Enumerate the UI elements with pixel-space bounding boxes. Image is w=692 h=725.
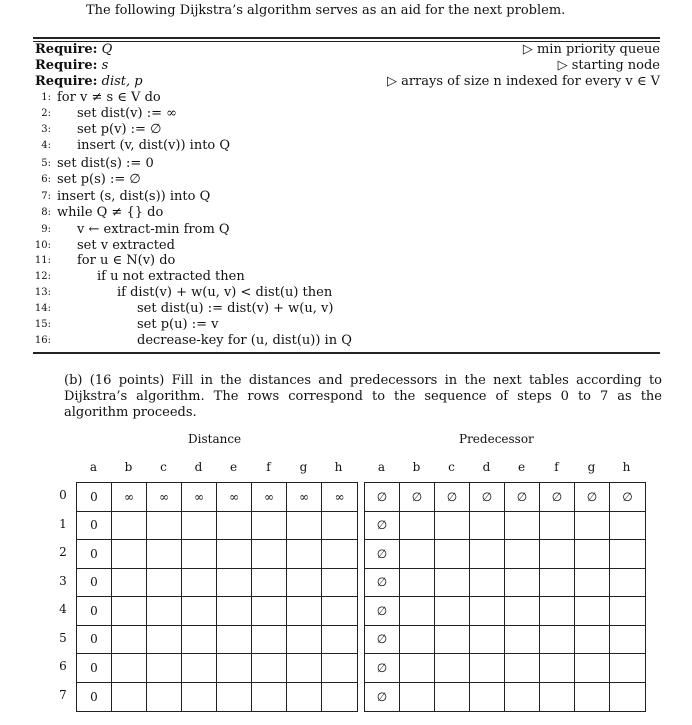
distance-cell[interactable] (147, 569, 182, 598)
predecessor-cell[interactable] (435, 597, 470, 626)
predecessor-cell[interactable]: ∅ (540, 483, 575, 512)
distance-cell[interactable] (322, 654, 357, 683)
line-number: 2: (41, 108, 51, 119)
distance-cell[interactable] (322, 626, 357, 655)
distance-cell[interactable] (252, 683, 287, 712)
row-number: 4 (59, 602, 67, 617)
distance-cell[interactable] (182, 569, 217, 598)
distance-cell[interactable] (112, 512, 147, 541)
distance-cell[interactable] (322, 540, 357, 569)
distance-cell[interactable] (182, 683, 217, 712)
predecessor-cell[interactable] (505, 540, 540, 569)
predecessor-cell[interactable] (505, 683, 540, 712)
predecessor-cell[interactable] (610, 597, 645, 626)
predecessor-cell[interactable] (400, 626, 435, 655)
distance-cell[interactable]: 0 (77, 654, 112, 683)
predecessor-cell[interactable] (610, 569, 645, 598)
distance-cell[interactable] (287, 683, 322, 712)
predecessor-cell[interactable] (470, 597, 505, 626)
distance-cell[interactable]: ∞ (287, 483, 322, 512)
require-comment: ▷ min priority queue (522, 42, 660, 57)
predecessor-cell[interactable] (435, 569, 470, 598)
predecessor-cell[interactable]: ∅ (505, 483, 540, 512)
line-number: 11: (34, 255, 51, 266)
distance-cell[interactable] (182, 626, 217, 655)
line-number: 15: (34, 319, 51, 330)
predecessor-cell[interactable] (470, 654, 505, 683)
distance-cell[interactable]: 0 (77, 683, 112, 712)
predecessor-cell[interactable] (400, 569, 435, 598)
line-number: 9: (41, 224, 51, 235)
distance-cell[interactable] (287, 597, 322, 626)
line-text: for u ∈ N(v) do (77, 253, 176, 268)
distance-cell[interactable] (217, 654, 252, 683)
require-comment: ▷ starting node (557, 58, 660, 73)
distance-cell[interactable]: ∞ (112, 483, 147, 512)
predecessor-cell[interactable] (505, 512, 540, 541)
predecessor-cell[interactable]: ∅ (365, 569, 400, 598)
predecessor-cell[interactable]: ∅ (365, 683, 400, 712)
predecessor-column-header: h (622, 460, 631, 474)
predecessor-column-header: b (412, 460, 421, 474)
line-number: 14: (34, 303, 51, 314)
row-number: 0 (59, 488, 67, 503)
distance-column-header: a (89, 460, 98, 474)
predecessor-cell[interactable] (575, 683, 610, 712)
distance-table (76, 482, 358, 712)
distance-cell[interactable] (112, 626, 147, 655)
line-text: set dist(v) := ∞ (77, 106, 177, 121)
distance-cell[interactable] (112, 597, 147, 626)
distance-cell[interactable] (322, 512, 357, 541)
distance-cell[interactable] (287, 654, 322, 683)
predecessor-cell[interactable] (540, 569, 575, 598)
distance-cell[interactable] (147, 597, 182, 626)
distance-cell[interactable]: ∞ (147, 483, 182, 512)
distance-cell[interactable] (182, 654, 217, 683)
intro-text: The following Dijkstra’s algorithm serves as an aid for the next problem. (86, 3, 566, 18)
predecessor-cell[interactable] (435, 654, 470, 683)
distance-column-header: b (124, 460, 133, 474)
line-number: 16: (34, 335, 51, 346)
predecessor-cell[interactable] (435, 512, 470, 541)
algorithm-bottom-rule (33, 352, 660, 354)
line-text: while Q ≠ {} do (57, 205, 164, 220)
distance-cell[interactable]: 0 (77, 569, 112, 598)
predecessor-cell[interactable] (470, 569, 505, 598)
line-number: 7: (41, 191, 51, 202)
line-number: 4: (41, 140, 51, 151)
line-text: set p(v) := ∅ (77, 122, 162, 137)
line-number: 13: (34, 287, 51, 298)
predecessor-cell[interactable]: ∅ (365, 654, 400, 683)
require-left (35, 42, 112, 57)
predecessor-table (364, 482, 646, 712)
line-text: v ← extract-min from Q (77, 222, 230, 237)
predecessor-cell[interactable] (610, 654, 645, 683)
predecessor-cell[interactable] (400, 597, 435, 626)
distance-cell[interactable] (112, 540, 147, 569)
predecessor-cell[interactable] (400, 683, 435, 712)
require-variable: Q (101, 42, 113, 57)
distance-cell[interactable] (252, 626, 287, 655)
distance-cell[interactable] (182, 512, 217, 541)
predecessor-cell[interactable] (400, 512, 435, 541)
predecessor-column-header: d (482, 460, 491, 474)
line-number: 6: (41, 174, 51, 185)
line-text: set dist(s) := 0 (57, 156, 154, 171)
distance-cell[interactable] (287, 626, 322, 655)
line-number: 12: (34, 271, 51, 282)
require-left (35, 58, 108, 73)
predecessor-cell[interactable] (575, 540, 610, 569)
line-text: if u not extracted then (97, 269, 245, 284)
distance-cell[interactable] (217, 683, 252, 712)
distance-column-header: c (160, 460, 167, 474)
line-number: 3: (41, 124, 51, 135)
distance-cell[interactable] (322, 597, 357, 626)
predecessor-cell[interactable] (435, 540, 470, 569)
predecessor-cell[interactable] (505, 626, 540, 655)
predecessor-cell[interactable]: ∅ (400, 483, 435, 512)
distance-cell[interactable] (147, 512, 182, 541)
line-text: set dist(u) := dist(v) + w(u, v) (137, 301, 334, 316)
predecessor-cell[interactable] (400, 540, 435, 569)
distance-cell[interactable]: ∞ (217, 483, 252, 512)
distance-cell[interactable]: 0 (77, 512, 112, 541)
predecessor-cell[interactable]: ∅ (365, 597, 400, 626)
distance-cell[interactable] (217, 569, 252, 598)
algorithm-top-rule (33, 37, 660, 39)
distance-cell[interactable] (112, 654, 147, 683)
line-number: 1: (41, 92, 51, 103)
row-number: 2 (59, 545, 67, 560)
distance-cell[interactable] (112, 683, 147, 712)
predecessor-cell[interactable] (610, 512, 645, 541)
line-text: insert (s, dist(s)) into Q (57, 189, 211, 204)
distance-cell[interactable]: ∞ (322, 483, 357, 512)
predecessor-cell[interactable] (575, 512, 610, 541)
predecessor-cell[interactable] (540, 597, 575, 626)
predecessor-column-header: g (587, 460, 596, 474)
predecessor-cell[interactable] (505, 569, 540, 598)
predecessor-column-header: a (377, 460, 386, 474)
predecessor-cell[interactable] (400, 654, 435, 683)
distance-column-header: e (229, 460, 238, 474)
predecessor-column-header: f (554, 460, 559, 474)
predecessor-cell[interactable] (610, 683, 645, 712)
predecessor-cell[interactable] (505, 654, 540, 683)
line-number: 10: (34, 240, 51, 251)
require-left (35, 74, 143, 89)
distance-cell[interactable]: ∞ (252, 483, 287, 512)
distance-cell[interactable] (252, 597, 287, 626)
predecessor-column-header: c (448, 460, 455, 474)
distance-cell[interactable] (217, 626, 252, 655)
distance-cell[interactable] (217, 512, 252, 541)
predecessor-cell[interactable] (540, 540, 575, 569)
distance-cell[interactable] (147, 626, 182, 655)
line-text: if dist(v) + w(u, v) < dist(u) then (117, 285, 333, 300)
line-text: decrease-key for (u, dist(u)) in Q (137, 333, 352, 348)
row-number: 3 (59, 573, 67, 588)
line-text: for v ≠ s ∈ V do (57, 90, 161, 105)
predecessor-column-header: e (517, 460, 526, 474)
predecessor-cell[interactable] (470, 512, 505, 541)
require-line (33, 42, 660, 58)
predecessor-cell[interactable] (435, 626, 470, 655)
predecessor-cell[interactable] (540, 512, 575, 541)
row-number: 1 (59, 516, 67, 531)
require-line (33, 74, 660, 90)
predecessor-cell[interactable] (540, 654, 575, 683)
question-text: (b) (16 points) Fill in the distances and predecessors in the next tables according to Dijkstra’s algorithm. The rows correspond to the sequence of steps 0 to 7 as the algorithm proceeds. (64, 373, 662, 420)
distance-column-header: g (299, 460, 308, 474)
line-text: set p(u) := v (137, 317, 219, 332)
predecessor-cell[interactable] (610, 626, 645, 655)
predecessor-cell[interactable] (435, 683, 470, 712)
distance-cell[interactable] (147, 683, 182, 712)
predecessor-cell[interactable]: ∅ (365, 483, 400, 512)
require-variable: s (101, 58, 109, 73)
distance-cell[interactable] (147, 654, 182, 683)
distance-cell[interactable] (182, 597, 217, 626)
require-keyword: Require: (35, 58, 98, 73)
predecessor-table-title: Predecessor (459, 432, 534, 446)
distance-cell[interactable] (252, 569, 287, 598)
line-text: set p(s) := ∅ (57, 172, 141, 187)
distance-cell[interactable]: 0 (77, 483, 112, 512)
distance-cell[interactable] (287, 512, 322, 541)
distance-column-header: f (266, 460, 271, 474)
distance-cell[interactable] (252, 512, 287, 541)
predecessor-cell[interactable] (575, 654, 610, 683)
predecessor-cell[interactable] (575, 569, 610, 598)
predecessor-cell[interactable] (540, 683, 575, 712)
predecessor-cell[interactable]: ∅ (365, 540, 400, 569)
predecessor-cell[interactable]: ∅ (365, 626, 400, 655)
distance-cell[interactable] (147, 540, 182, 569)
predecessor-cell[interactable]: ∅ (610, 483, 645, 512)
predecessor-cell[interactable] (470, 540, 505, 569)
distance-cell[interactable] (287, 540, 322, 569)
predecessor-cell[interactable]: ∅ (435, 483, 470, 512)
predecessor-cell[interactable] (505, 597, 540, 626)
predecessor-cell[interactable] (575, 597, 610, 626)
distance-cell[interactable]: 0 (77, 626, 112, 655)
line-text: set v extracted (77, 238, 175, 253)
distance-cell[interactable] (322, 569, 357, 598)
distance-cell[interactable] (217, 597, 252, 626)
predecessor-cell[interactable] (470, 626, 505, 655)
predecessor-cell[interactable] (610, 540, 645, 569)
distance-cell[interactable]: 0 (77, 540, 112, 569)
row-number: 6 (59, 659, 67, 674)
require-variable: dist, p (101, 74, 143, 89)
line-number: 8: (41, 207, 51, 218)
predecessor-cell[interactable] (540, 626, 575, 655)
distance-column-header: d (194, 460, 203, 474)
distance-cell[interactable]: ∞ (182, 483, 217, 512)
distance-cell[interactable] (217, 540, 252, 569)
distance-cell[interactable] (252, 540, 287, 569)
require-line (33, 58, 660, 74)
require-keyword: Require: (35, 42, 98, 57)
predecessor-cell[interactable]: ∅ (470, 483, 505, 512)
distance-table-title: Distance (188, 432, 242, 446)
predecessor-cell[interactable]: ∅ (575, 483, 610, 512)
predecessor-cell[interactable]: ∅ (365, 512, 400, 541)
distance-column-header: h (334, 460, 343, 474)
distance-cell[interactable] (112, 569, 147, 598)
distance-cell[interactable] (322, 683, 357, 712)
line-number: 5: (41, 158, 51, 169)
require-keyword: Require: (35, 74, 98, 89)
distance-cell[interactable]: 0 (77, 597, 112, 626)
distance-cell[interactable] (287, 569, 322, 598)
line-text: insert (v, dist(v)) into Q (77, 138, 231, 153)
distance-cell[interactable] (252, 654, 287, 683)
predecessor-cell[interactable] (575, 626, 610, 655)
predecessor-cell[interactable] (470, 683, 505, 712)
require-comment: ▷ arrays of size n indexed for every v ∈ V (386, 74, 660, 89)
distance-cell[interactable] (182, 540, 217, 569)
row-number: 7 (59, 687, 67, 702)
row-number: 5 (59, 630, 67, 645)
